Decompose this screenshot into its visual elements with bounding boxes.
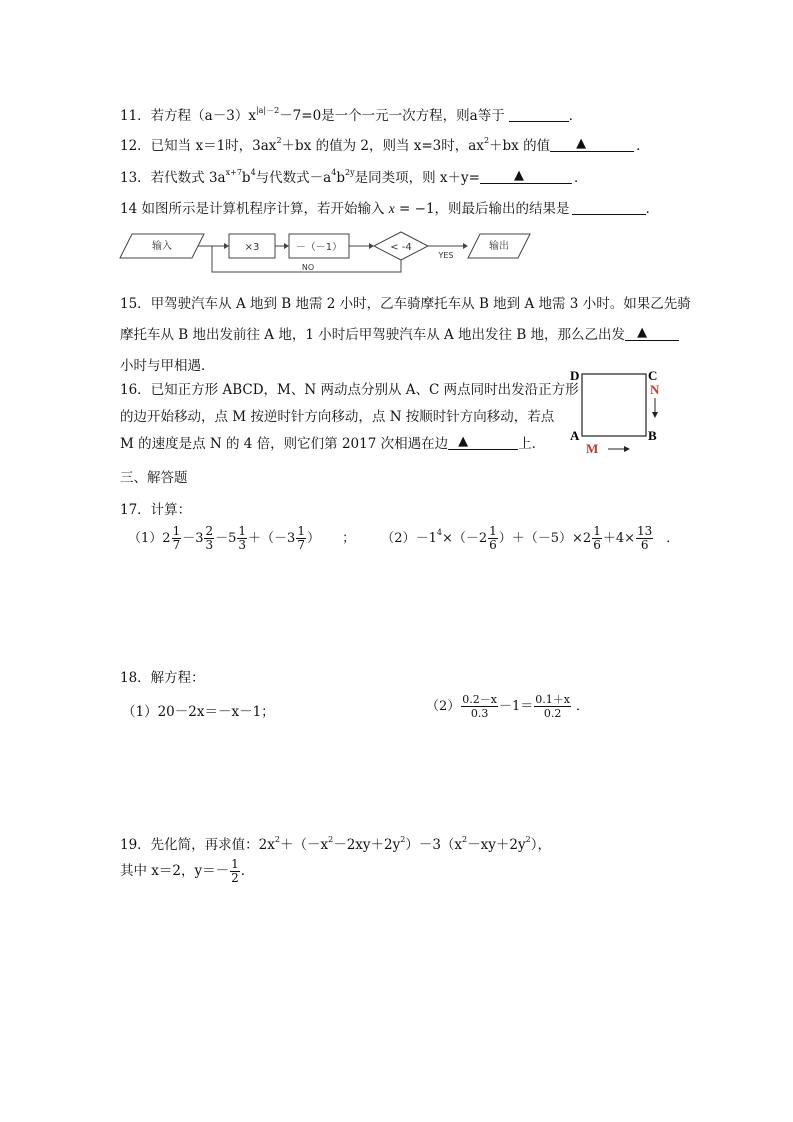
question-16-line-2: 的边开始移动，点 M 按逆时针方向移动，点 N 按顺时针方向移动，若点 [120, 409, 555, 425]
q13-answer-blank[interactable] [480, 169, 572, 184]
q17-t1-fraction [172, 525, 182, 552]
q17-t3-den: 3 [238, 538, 247, 552]
q17-s4-den: 6 [640, 538, 649, 552]
question-15-line-1: 15．甲驾驶汽车从 A 地到 B 地需 2 小时，乙车骑摩托车从 B 地到 A 地需 3 小时。如果乙先骑 [120, 296, 691, 312]
q17-s3: ）＋（－5）×2 [498, 531, 592, 546]
question-17-title: 17．计算： [120, 502, 192, 518]
program-flowchart [118, 228, 538, 278]
q17-s2-fraction [488, 525, 498, 552]
q19-e: －xy＋2y [467, 837, 526, 853]
q14-end: ． [645, 201, 660, 217]
q19-sup5: 2 [525, 835, 531, 844]
flow-yes-label: YES [438, 251, 454, 260]
q19-f-den: 2 [231, 871, 239, 885]
q17-t4-b: ） [306, 531, 320, 546]
q14-text-b: = −1，则最后输出的结果是 [394, 201, 570, 217]
q17-t2-num: 2 [205, 524, 214, 538]
question-18-part-1: （1）20－2x＝－x－1； [122, 704, 275, 720]
q11-exponent: |a|－2 [255, 106, 280, 115]
q14-text-a: 14 如图所示是计算机程序计算，若开始输入 [120, 201, 389, 217]
q17-t4-num: 1 [297, 524, 305, 538]
q17-t1-den: 7 [172, 538, 181, 552]
q14-answer-blank[interactable] [572, 200, 646, 215]
q13-triangle-mark: ▲ [513, 168, 524, 183]
q17-t3-fraction [237, 525, 247, 552]
label-n: N [650, 382, 660, 397]
question-18-part-2 [426, 693, 589, 720]
q12-text-b: ＋bx 的值为 2，则当 x=3时，ax [281, 138, 484, 154]
question-12 [120, 134, 650, 154]
q17-t3-num: 1 [238, 524, 247, 538]
q17-s4-num: 13 [637, 524, 653, 538]
flow-condition-label: < -4 [390, 242, 412, 253]
q17-end: ． [666, 531, 680, 546]
q17-t4-fraction [296, 525, 306, 552]
q17-s3-den: 6 [593, 538, 601, 552]
q18-f2-num: 0.1＋x [535, 693, 570, 706]
q17-t4-a: ＋（－3 [248, 531, 296, 546]
label-a: A [570, 428, 580, 443]
q19-fraction [230, 858, 240, 885]
question-18-title: 18．解方程： [120, 670, 205, 686]
q13-exponent-1: x+7 [225, 168, 242, 177]
q12-text-a: 12．已知当 x＝1时，3ax [120, 138, 277, 154]
q12-text-c: ＋bx 的值 [489, 138, 551, 154]
q18-part2-label: （2） [426, 699, 461, 714]
q18-f1-num: 0.2－x [462, 693, 497, 706]
q17-part1-label: （1） [128, 531, 163, 546]
q11-text-a: 11．若方程（a－3）x [120, 108, 256, 124]
q18-fraction-1 [461, 693, 498, 720]
q18-mid: －1＝ [498, 699, 534, 714]
q17-s1-exponent: 4 [436, 528, 442, 537]
question-13 [120, 166, 587, 186]
section-3-heading: 三、解答题 [120, 470, 188, 486]
q18-fraction-2 [534, 693, 571, 720]
q17-t2-fraction [204, 525, 214, 552]
q15-text-l2: 摩托车从 B 地出发前往 A 地，1 小时后甲驾驶汽车从 A 地出发往 B 地，那么乙出发 [120, 327, 626, 343]
q12-answer-blank[interactable] [550, 137, 634, 152]
q17-part2-label: （2） [381, 531, 416, 546]
q15-triangle-mark: ▲ [637, 325, 648, 340]
square-abcd-diagram [566, 364, 666, 456]
q17-t1-whole: 2 [162, 531, 171, 546]
q16-text-l3: M 的速度是点 N 的 4 倍，则它们第 2017 次相遇在边 [120, 436, 449, 452]
q13-text-d: b [336, 170, 345, 186]
q12-exponent-1: 2 [276, 136, 282, 145]
q17-s1: －1 [415, 531, 437, 546]
q19-f-num: 1 [231, 857, 239, 871]
flow-arrowhead-yes [463, 243, 468, 249]
q14-variable-x: x [388, 201, 395, 216]
q18-f2-den: 0.2 [543, 707, 562, 720]
q19-l2a: 其中 x＝2，y＝－ [120, 863, 230, 879]
q17-s3-num: 1 [593, 524, 601, 538]
q17-t4-den: 7 [297, 538, 305, 552]
q19-l2-end: ． [240, 863, 255, 879]
q11-text-b: －7=0是一个一元一次方程，则a等于 [279, 108, 505, 124]
q15-answer-blank[interactable] [625, 326, 679, 341]
question-16-line-3 [120, 432, 545, 452]
q17-t2-den: 3 [205, 538, 214, 552]
q13-text-b: b [241, 170, 251, 186]
q19-b: ＋（－x [279, 837, 329, 853]
q13-text-e: 是同类项，则 x＋y= [354, 170, 480, 186]
q11-end: ． [568, 108, 583, 124]
q16-answer-blank[interactable] [448, 435, 518, 450]
q13-exponent-3: 4 [331, 168, 337, 177]
n-arrowhead [652, 412, 658, 418]
q17-separator: ； [342, 531, 356, 546]
q17-s2-num: 1 [489, 524, 497, 538]
q17-s2-den: 6 [489, 538, 497, 552]
q19-d: ）－3（x [405, 837, 463, 853]
question-15-line-2 [120, 323, 679, 343]
q12-triangle-mark: ▲ [576, 136, 587, 151]
q13-text-c: 与代数式－a [255, 170, 332, 186]
label-c: C [648, 368, 658, 383]
q17-s4: ＋4× [602, 531, 635, 546]
question-14 [120, 197, 659, 217]
q19-a: 19．先化简，再求值：2x [120, 837, 275, 853]
label-m: M [586, 441, 599, 456]
q13-exponent-2: 4 [250, 168, 256, 177]
flow-times3-label: ×3 [244, 242, 260, 253]
question-17-expressions [128, 525, 679, 552]
q13-exponent-4: 2y [344, 168, 355, 177]
m-arrowhead [624, 446, 630, 452]
q19-c: －2xy＋2y [333, 837, 401, 853]
question-19-line-2 [120, 858, 254, 885]
q11-answer-blank[interactable] [509, 107, 569, 122]
q16-triangle-mark: ▲ [458, 434, 469, 449]
q13-end: ． [573, 170, 588, 186]
flow-no-label: NO [301, 263, 315, 272]
question-16-line-1: 16．已知正方形 ABCD，M、N 两动点分别从 A、C 两点同时出发沿正方形 [120, 382, 579, 398]
q18-end: ． [575, 699, 589, 714]
q17-t2-whole: －3 [182, 531, 204, 546]
q17-t1-num: 1 [172, 524, 181, 538]
label-d: D [570, 368, 580, 383]
flow-arrowhead-1 [224, 243, 229, 249]
label-b: B [648, 428, 657, 443]
q19-f: ）， [530, 837, 551, 853]
q19-sup1: 2 [274, 835, 280, 844]
q17-s2: ×（－2 [441, 531, 488, 546]
q19-sup2: 2 [328, 835, 334, 844]
question-15-line-3: 小时与甲相遇． [120, 358, 215, 374]
flow-input-label: 输入 [152, 241, 172, 252]
question-11 [120, 104, 582, 124]
q19-sup3: 2 [400, 835, 406, 844]
flow-arrowhead-2 [284, 243, 289, 249]
q12-exponent-2: 2 [483, 136, 490, 145]
q19-sup4: 2 [462, 835, 468, 844]
q17-s3-fraction [592, 525, 602, 552]
q17-s4-fraction [636, 525, 653, 552]
q12-end: ． [636, 138, 650, 154]
q13-text-a: 13．若代数式 3a [120, 170, 226, 186]
question-19-line-1 [120, 833, 551, 853]
q16-end: 上． [518, 436, 546, 452]
q18-f1-den: 0.3 [470, 707, 489, 720]
square-abcd [582, 374, 646, 436]
flow-minus-label: －（－1） [295, 242, 343, 253]
q17-t3-whole: －5 [215, 531, 237, 546]
flow-output-label: 输出 [489, 241, 509, 252]
